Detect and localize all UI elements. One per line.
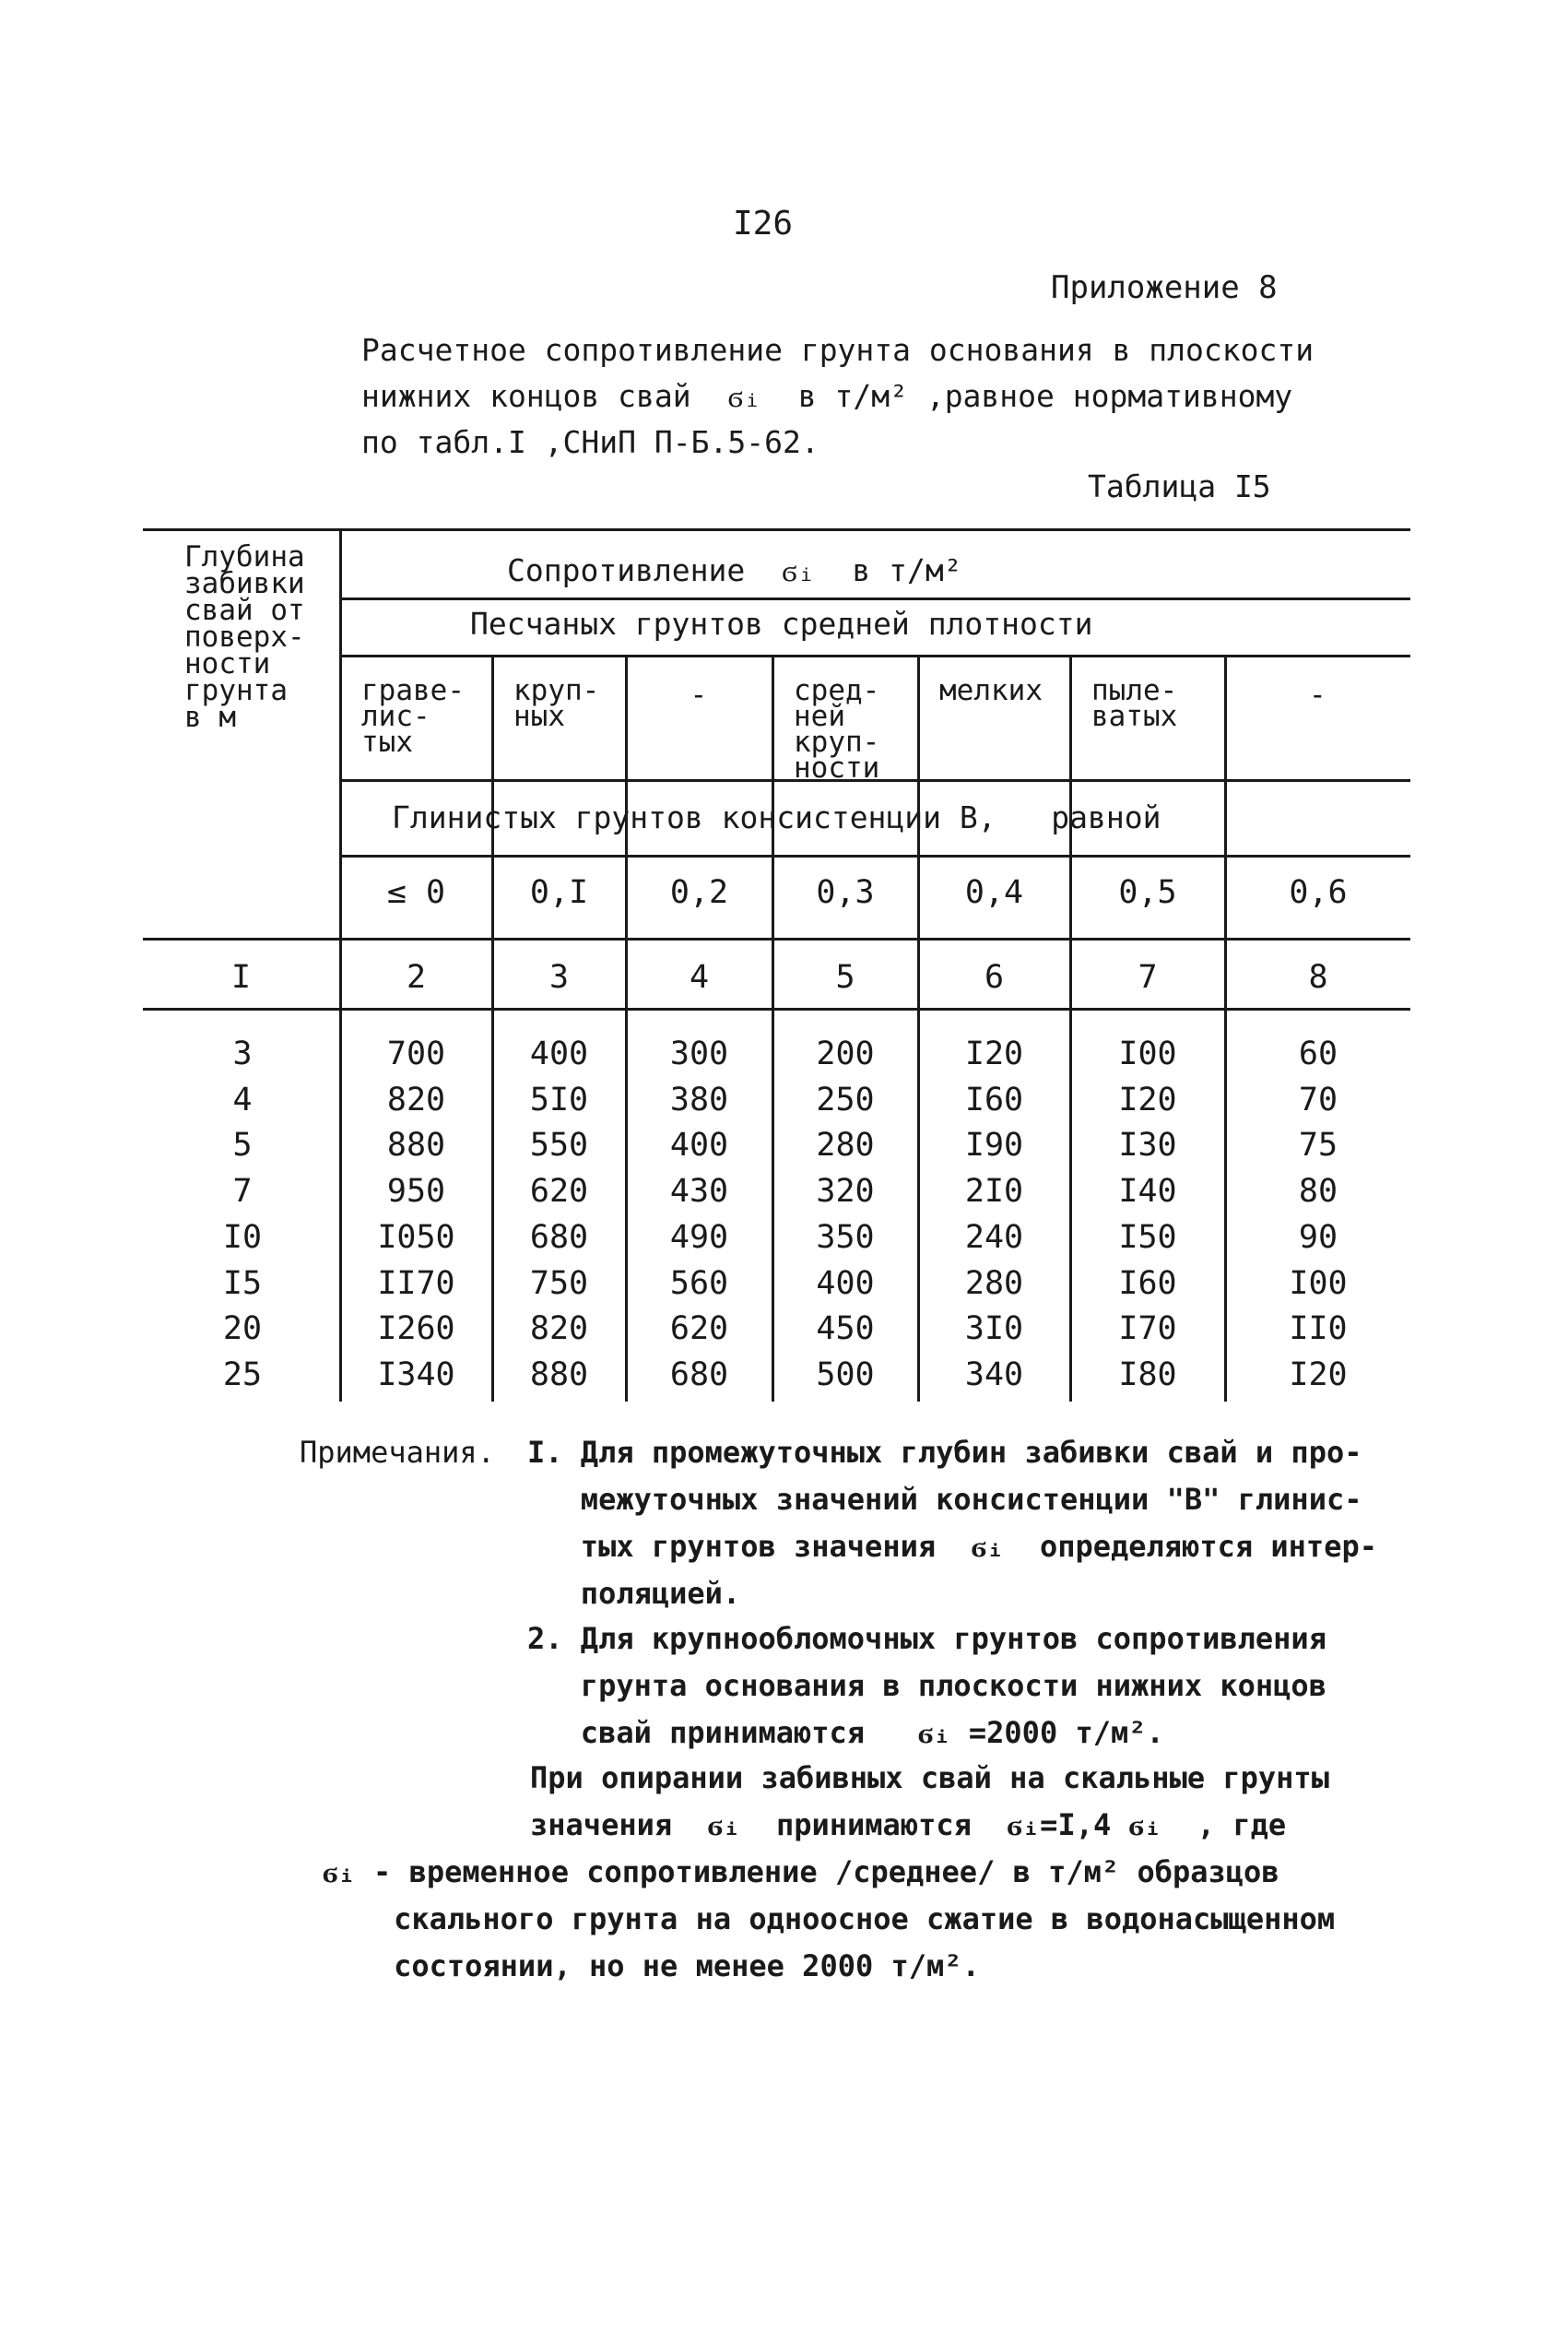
resistance-value: 490: [669, 1218, 729, 1256]
resistance-value: I40: [1118, 1173, 1177, 1211]
depth-value: 25: [222, 1355, 263, 1393]
column-number: 7: [1138, 959, 1158, 996]
resistance-value: 70: [1298, 1081, 1338, 1118]
resistance-value: I50: [1118, 1218, 1177, 1256]
depth-value: 4: [232, 1081, 253, 1118]
resistance-value: 320: [816, 1173, 875, 1211]
caption-line-3: по табл.I ,СНиП П-Б.5-62.: [361, 424, 819, 460]
note-2: 2. Для крупнообломочных грунтов сопротивления грунта основания в плоскости нижних концов свай принимаются ϭᵢ =2000 т/м².: [527, 1621, 1326, 1750]
consistency-value: 0,3: [816, 874, 875, 911]
resistance-value: 400: [669, 1127, 729, 1165]
resistance-value: 880: [386, 1127, 446, 1165]
sand-type-header: мелких: [939, 674, 1043, 707]
clay-soils-header: Глинистых грунтов консистенции В, равной: [392, 799, 1161, 835]
column-number: 5: [835, 959, 855, 996]
resistance-value: 90: [1298, 1218, 1338, 1256]
table-rule: [341, 598, 1410, 600]
sand-type-header: пыле- ватых: [1091, 674, 1178, 733]
page-number: I26: [733, 205, 794, 243]
resistance-value: I050: [377, 1218, 455, 1256]
note-1: I. Для промежуточных глубин забивки свай и про- межуточных значений консистенции "В" глинис- тых грунтов значения ϭᵢ определяются интер- поляцией.: [527, 1435, 1377, 1611]
resistance-value: 700: [386, 1035, 446, 1072]
depth-value: 20: [222, 1310, 263, 1348]
resistance-value: 880: [529, 1355, 589, 1393]
caption-line-2: нижних концов свай ϭᵢ в т/м² ,равное нормативному: [361, 378, 1293, 414]
sand-type-header: сред- ней круп- ности: [794, 674, 880, 785]
consistency-value: 0,I: [529, 874, 589, 911]
resistance-value: I260: [377, 1310, 455, 1348]
consistency-value: 0,6: [1289, 874, 1348, 911]
resistance-value: 300: [669, 1035, 729, 1072]
table-top-rule: [143, 528, 1410, 531]
resistance-value: I80: [1118, 1355, 1177, 1393]
table-rule: [143, 1008, 1410, 1011]
resistance-value: I30: [1118, 1127, 1177, 1165]
depth-value: 3: [232, 1035, 253, 1072]
resistance-value: 5I0: [529, 1081, 589, 1118]
column-number: 4: [689, 959, 710, 996]
consistency-value: ≤ 0: [386, 874, 446, 911]
resistance-value: 80: [1298, 1173, 1338, 1211]
resistance-value: 200: [816, 1035, 875, 1072]
resistance-value: 280: [964, 1264, 1024, 1302]
table-caption: [361, 327, 1314, 466]
resistance-value: 620: [669, 1310, 729, 1348]
resistance-value: 280: [816, 1127, 875, 1165]
sand-type-header: -: [690, 679, 708, 712]
resistance-value: 240: [964, 1218, 1024, 1256]
column-number: I: [230, 959, 252, 996]
notes-heading: Примечания.: [300, 1435, 495, 1470]
resistance-value: I00: [1118, 1035, 1177, 1072]
resistance-value: I60: [1118, 1264, 1177, 1302]
resistance-value: I20: [1289, 1355, 1348, 1393]
resistance-value: 250: [816, 1081, 875, 1118]
resistance-value: 450: [816, 1310, 875, 1348]
consistency-value: 0,4: [964, 874, 1024, 911]
table-rule: [341, 655, 1410, 657]
consistency-value: 0,2: [669, 874, 729, 911]
resistance-value: 350: [816, 1218, 875, 1256]
appendix-label: Приложение 8: [1051, 269, 1278, 306]
resistance-value: 400: [816, 1264, 875, 1302]
sand-type-header: круп- ных: [513, 674, 600, 733]
sand-type-header: граве- лис- тых: [361, 674, 465, 759]
resistance-value: I20: [1118, 1081, 1177, 1118]
column-number: 8: [1308, 959, 1328, 996]
table-rule: [341, 855, 1410, 858]
depth-column-header: Глубина забивки свай от поверх- ности грунта в м: [184, 540, 305, 734]
depth-value: I5: [222, 1264, 263, 1302]
resistance-value: 75: [1298, 1127, 1338, 1165]
resistance-value: I00: [1289, 1264, 1348, 1302]
resistance-value: I90: [964, 1127, 1024, 1165]
resistance-value: 820: [529, 1310, 589, 1348]
resistance-value: I20: [964, 1035, 1024, 1072]
resistance-value: 560: [669, 1264, 729, 1302]
resistance-value: 680: [669, 1355, 729, 1393]
resistance-value: 2I0: [964, 1173, 1024, 1211]
resistance-value: II0: [1289, 1310, 1348, 1348]
resistance-value: 550: [529, 1127, 589, 1165]
resistance-value: 400: [529, 1035, 589, 1072]
table-number-label: Таблица I5: [1088, 468, 1271, 504]
table-rule: [143, 938, 1410, 941]
column-number: 3: [548, 959, 570, 996]
depth-value: 7: [232, 1173, 253, 1211]
depth-value: I0: [222, 1218, 263, 1256]
resistance-value: I70: [1118, 1310, 1177, 1348]
resistance-value: 430: [669, 1173, 729, 1211]
resistance-value: 750: [529, 1264, 589, 1302]
resistance-header: Сопротивление ϭᵢ в т/м²: [507, 552, 962, 588]
definition-note: ϭᵢ - временное сопротивление /среднее/ в т/м² образцов скального грунта на одноосное сжатие в водонасыщенном состоянии, но не менее 2000 т/м².: [323, 1854, 1336, 1983]
caption-line-1: Расчетное сопротивление грунта основания в плоскости: [361, 332, 1315, 368]
resistance-value: 380: [669, 1081, 729, 1118]
column-number: 2: [406, 959, 427, 996]
resistance-value: 950: [386, 1173, 446, 1211]
resistance-value: 340: [964, 1355, 1024, 1393]
depth-value: 5: [232, 1127, 253, 1165]
resistance-value: 3I0: [964, 1310, 1024, 1348]
resistance-value: I340: [377, 1355, 455, 1393]
resistance-value: 680: [529, 1218, 589, 1256]
resistance-value: II70: [377, 1264, 455, 1302]
sandy-soils-header: Песчаных грунтов средней плотности: [470, 606, 1093, 642]
resistance-value: 60: [1298, 1035, 1338, 1072]
sand-type-header: -: [1309, 679, 1326, 712]
rock-soil-note: При опирании забивных свай на скальные грунты значения ϭᵢ принимаются ϭᵢ=I,4 ϭᵢ , где: [530, 1760, 1329, 1842]
resistance-value: I60: [964, 1081, 1024, 1118]
consistency-value: 0,5: [1118, 874, 1177, 911]
resistance-value: 500: [816, 1355, 875, 1393]
resistance-value: 820: [386, 1081, 446, 1118]
resistance-value: 620: [529, 1173, 589, 1211]
column-number: 6: [984, 959, 1005, 996]
